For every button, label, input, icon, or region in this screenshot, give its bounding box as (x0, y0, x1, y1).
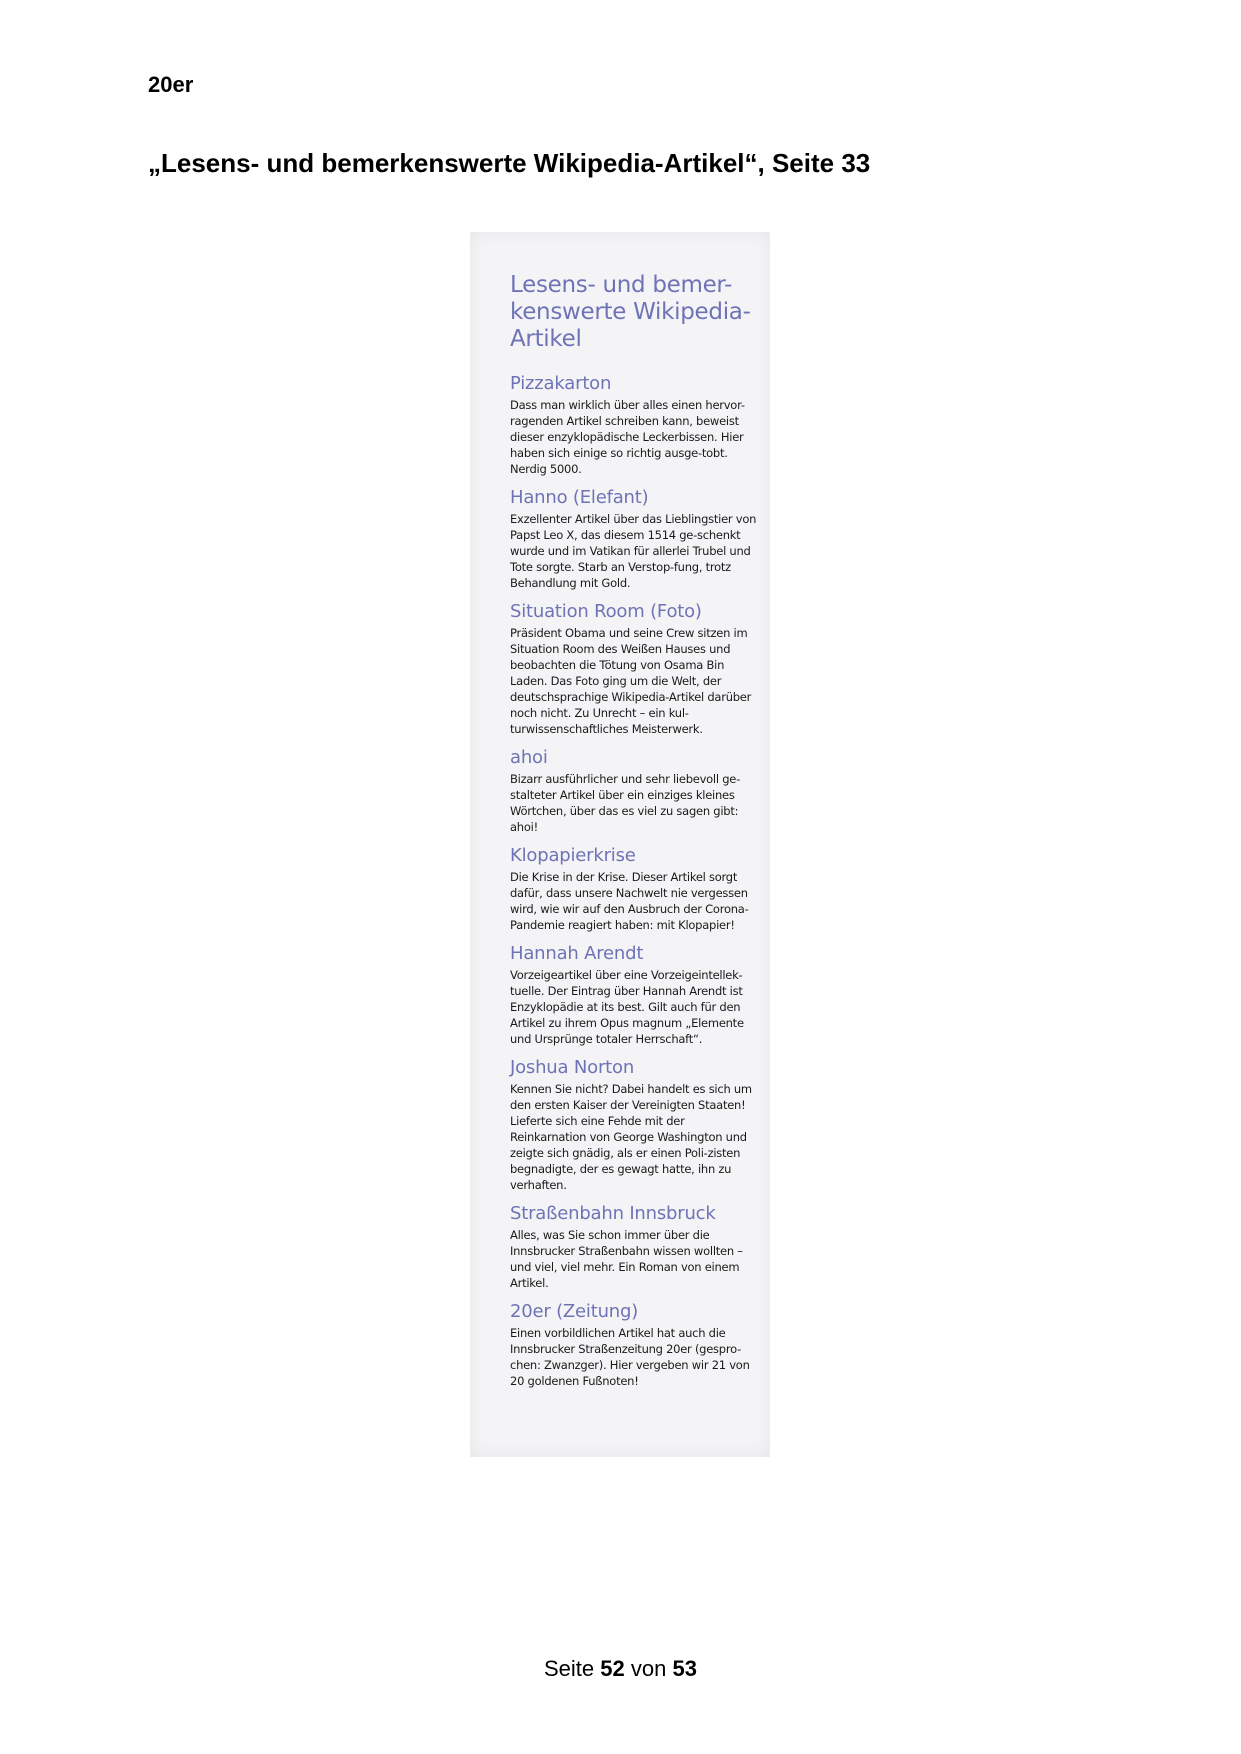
total-page-count: 53 (672, 1656, 697, 1681)
entry-title: Hanno (Elefant) (510, 487, 649, 508)
article-entry (510, 601, 762, 737)
entry-text: Die Krise in der Krise. Dieser Artikel sorgt dafür, dass unsere Nachwelt nie vergessen wird, wie wir auf den Ausbruch der Corona-Pandemie reagiert haben: mit Klopapier! (510, 870, 749, 932)
entry-text: Einen vorbildlichen Artikel hat auch die Innsbrucker Straßenzeitung 20er (gespro-chen: Zwanzger). Hier vergeben wir 21 von 20 goldenen Fußnoten! (510, 1326, 750, 1388)
entry-text: Dass man wirklich über alles einen hervor-ragenden Artikel schreiben kann, beweist dieser enzyklopädische Leckerbissen. Hier haben sich einige so richtig ausge-tobt. Nerdig 5000. (510, 398, 745, 476)
entry-text: Exzellenter Artikel über das Lieblingstier von Papst Leo X, das diesem 1514 ge-schenkt wurde und im Vatikan für allerlei Trubel und Tote sorgte. Starb an Verstop-fung, trotz Behandlung mit Gold. (510, 512, 757, 590)
article-entry (510, 1057, 762, 1193)
article-entry (510, 1301, 762, 1389)
article-entry (510, 845, 762, 933)
newspaper-clipping (470, 232, 770, 1457)
clipping-content (510, 272, 762, 1399)
entry-title: Situation Room (Foto) (510, 601, 702, 622)
entry-title: ahoi (510, 747, 548, 768)
page-number-footer (0, 1656, 1241, 1682)
entry-title: Joshua Norton (510, 1057, 635, 1078)
article-entry (510, 747, 762, 835)
entry-text: Präsident Obama und seine Crew sitzen im Situation Room des Weißen Hauses und beobachten die Tötung von Osama Bin Laden. Das Foto ging um die Welt, der deutschsprachige Wikipedia-Artikel darüber noch nicht. Zu Unrecht – ein kul-turwissenschaftliches Meisterwerk. (510, 626, 752, 736)
document-header-label: 20er (148, 72, 194, 97)
article-entry (510, 487, 762, 591)
entry-title: 20er (Zeitung) (510, 1301, 639, 1322)
footer-middle: von (630, 1656, 667, 1681)
article-entry (510, 1203, 762, 1291)
entry-title: Straßenbahn Innsbruck (510, 1203, 716, 1224)
entry-title: Hannah Arendt (510, 943, 644, 964)
footer-prefix: Seite (544, 1656, 595, 1681)
document-title: „Lesens- und bemerkenswerte Wikipedia-Artikel“, Seite 33 (148, 148, 871, 178)
article-entry (510, 943, 762, 1047)
entry-title: Pizzakarton (510, 373, 612, 394)
entry-title: Klopapierkrise (510, 845, 636, 866)
entry-text: Bizarr ausführlicher und sehr liebevoll ge-stalteter Artikel über ein einziges kleines Wörtchen, über das es viel zu sagen gibt: ahoi! (510, 772, 740, 834)
entry-text: Alles, was Sie schon immer über die Innsbrucker Straßenbahn wissen wollten – und viel, viel mehr. Ein Roman von einem Artikel. (510, 1228, 743, 1290)
clipping-headline: Lesens- und bemer-kenswerte Wikipedia-Artikel (510, 272, 751, 352)
article-entry (510, 373, 762, 477)
current-page-number: 52 (600, 1656, 625, 1681)
entry-text: Kennen Sie nicht? Dabei handelt es sich um den ersten Kaiser der Vereinigten Staaten! Lieferte sich eine Fehde mit der Reinkarnation von George Washington und zeigte sich gnädig, als er einen Poli-zisten begnadigte, der es gewagt hatte, ihn zu verhaften. (510, 1082, 752, 1192)
entry-text: Vorzeigeartikel über eine Vorzeigeintellek-tuelle. Der Eintrag über Hannah Arendt ist Enzyklopädie at its best. Gilt auch für den Artikel zu ihrem Opus magnum „Elemente und Ursprünge totaler Herrschaft“. (510, 968, 744, 1046)
